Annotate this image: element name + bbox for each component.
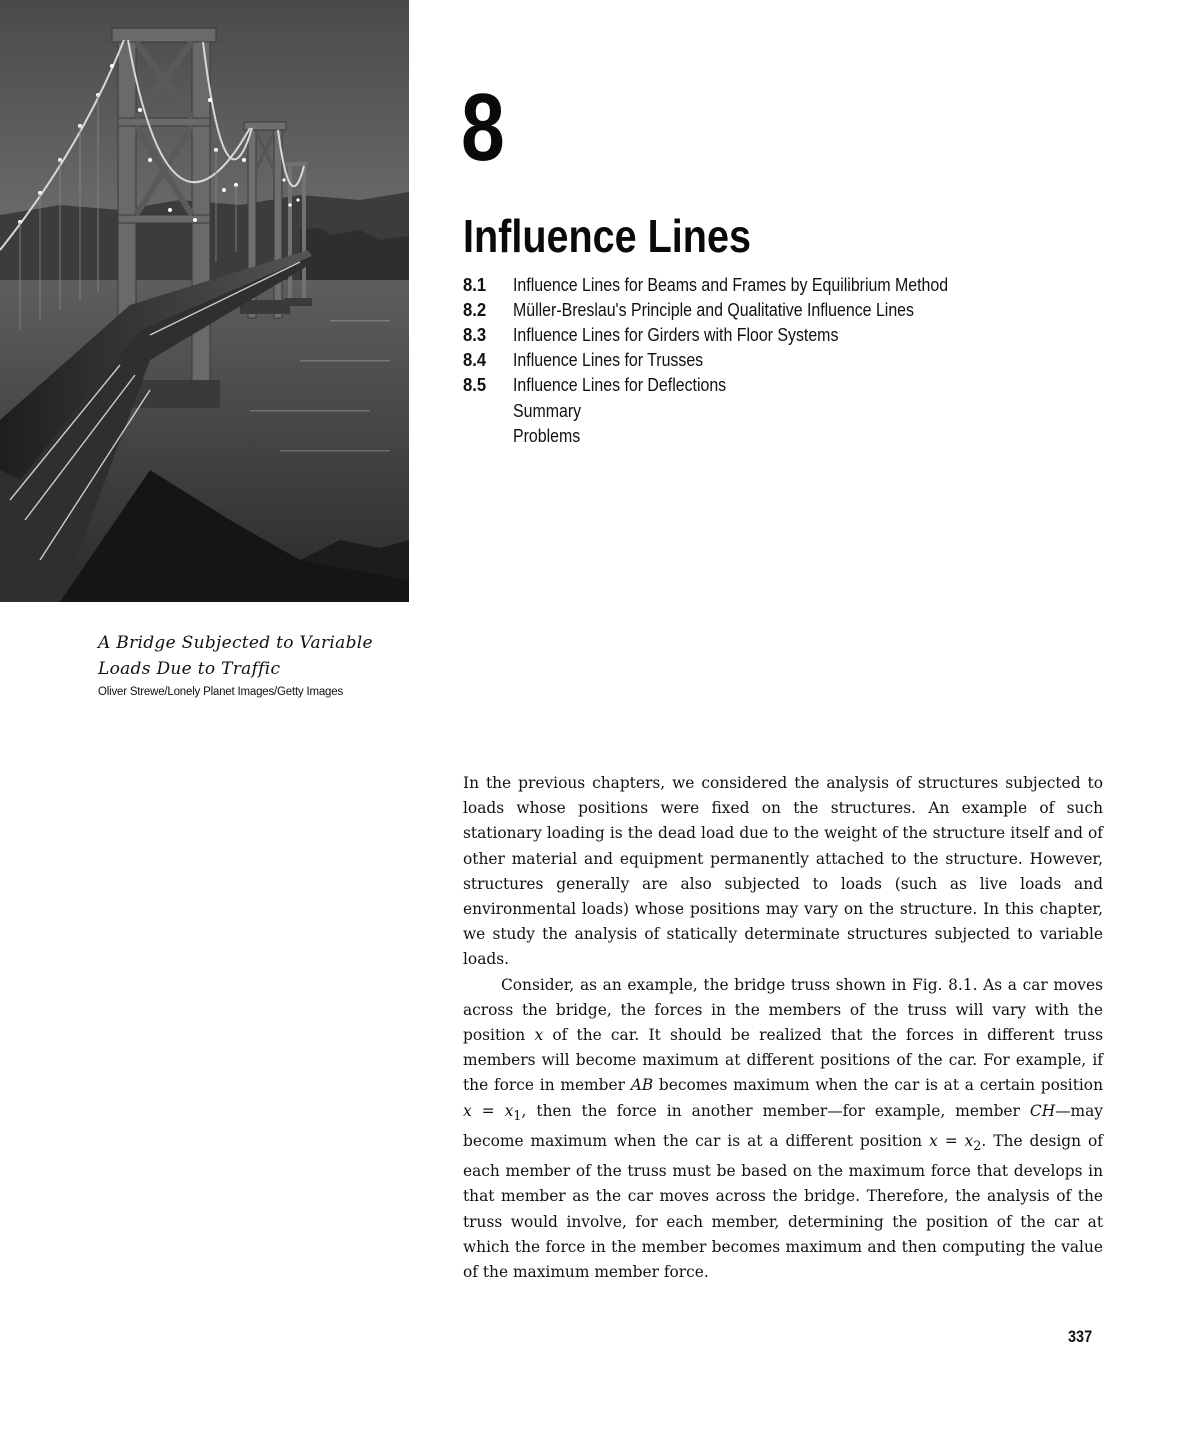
toc-item-number: 8.5	[463, 374, 487, 396]
paragraph-text: becomes maximum when the car is at a certain position	[653, 1076, 1103, 1095]
chapter-intro-text	[463, 771, 1103, 1285]
subscript-1: 1	[513, 1108, 522, 1124]
paragraph-text: Consider, as an example, the bridge truss shown in Fig. 8.1. As a car moves across the bridge, the forces in the members of the truss will vary with the position	[463, 975, 1103, 1045]
toc-item-number: 8.4	[463, 349, 487, 371]
toc-item-label: Influence Lines for Beams and Frames by Equilibrium Method	[513, 273, 949, 295]
photo-caption	[98, 630, 398, 698]
paragraph-text: —may become maximum when the car is at a different position	[463, 1101, 1103, 1150]
chapter-number: 8	[461, 74, 505, 181]
chapter-contents	[463, 272, 1103, 448]
caption-title-line-1: A Bridge Subjected to Variable	[98, 633, 373, 653]
toc-item	[463, 373, 1103, 398]
toc-item-number: 8.1	[463, 273, 487, 295]
variable-x: x	[534, 1026, 544, 1045]
toc-item	[463, 322, 1103, 347]
intro-paragraph-2	[463, 973, 1103, 1286]
toc-item	[463, 297, 1103, 322]
member-ab: AB	[630, 1076, 654, 1095]
toc-item-label: Influence Lines for Trusses	[513, 349, 704, 371]
toc-item-label: Influence Lines for Deflections	[513, 374, 727, 396]
toc-item	[463, 272, 1103, 297]
subscript-2: 2	[973, 1139, 982, 1154]
toc-item-label: Summary	[513, 399, 582, 421]
equation-x1: x = x	[463, 1101, 514, 1120]
caption-title	[98, 630, 398, 682]
member-ch: CH	[1029, 1101, 1056, 1120]
toc-item-label: Müller-Breslau's Principle and Qualitative Influence Lines	[513, 298, 915, 320]
intro-paragraph-1: In the previous chapters, we considered the analysis of structures subjected to loads whose positions were fixed on the structures. An example of such stationary loading is the dead load due to the weight of the structure itself and of other material and equipment permanently attached to the structure. However, structures generally are also subjected to loads (such as live loads and environmental loads) whose positions may vary on the structure. In this chapter, we study the analysis of statically determinate structures subjected to variable loads.	[463, 774, 1103, 969]
toc-item	[463, 423, 1103, 448]
paragraph-text: . The design of each member of the truss must be based on the maximum force that develops in that member as the car moves across the bridge. Therefore, the analysis of the truss would involve, for each member, determining the position of the car at which the force in the member becomes maximum and then computing the value of the maximum member force.	[463, 1131, 1103, 1282]
photo-credit: Oliver Strewe/Lonely Planet Images/Getty Images	[98, 686, 343, 698]
chapter-title: Influence Lines	[463, 210, 751, 262]
paragraph-text: of the car. It should be realized that the forces in different truss members will become maximum at different positions of the car. For example, if the force in member	[463, 1026, 1103, 1095]
toc-item-label: Influence Lines for Girders with Floor Systems	[513, 323, 839, 345]
equation-x2: x = x	[929, 1131, 974, 1150]
paragraph-text: , then the force in another member—for example, member	[521, 1101, 1030, 1120]
caption-title-line-2: Loads Due to Traffic	[98, 659, 281, 679]
bridge-photo	[0, 0, 409, 602]
toc-item	[463, 348, 1103, 373]
toc-item	[463, 398, 1103, 423]
page-number: 337	[1068, 1327, 1093, 1346]
toc-item-number: 8.2	[463, 298, 487, 320]
toc-item-number: 8.3	[463, 323, 487, 345]
toc-item-label: Problems	[513, 424, 581, 446]
